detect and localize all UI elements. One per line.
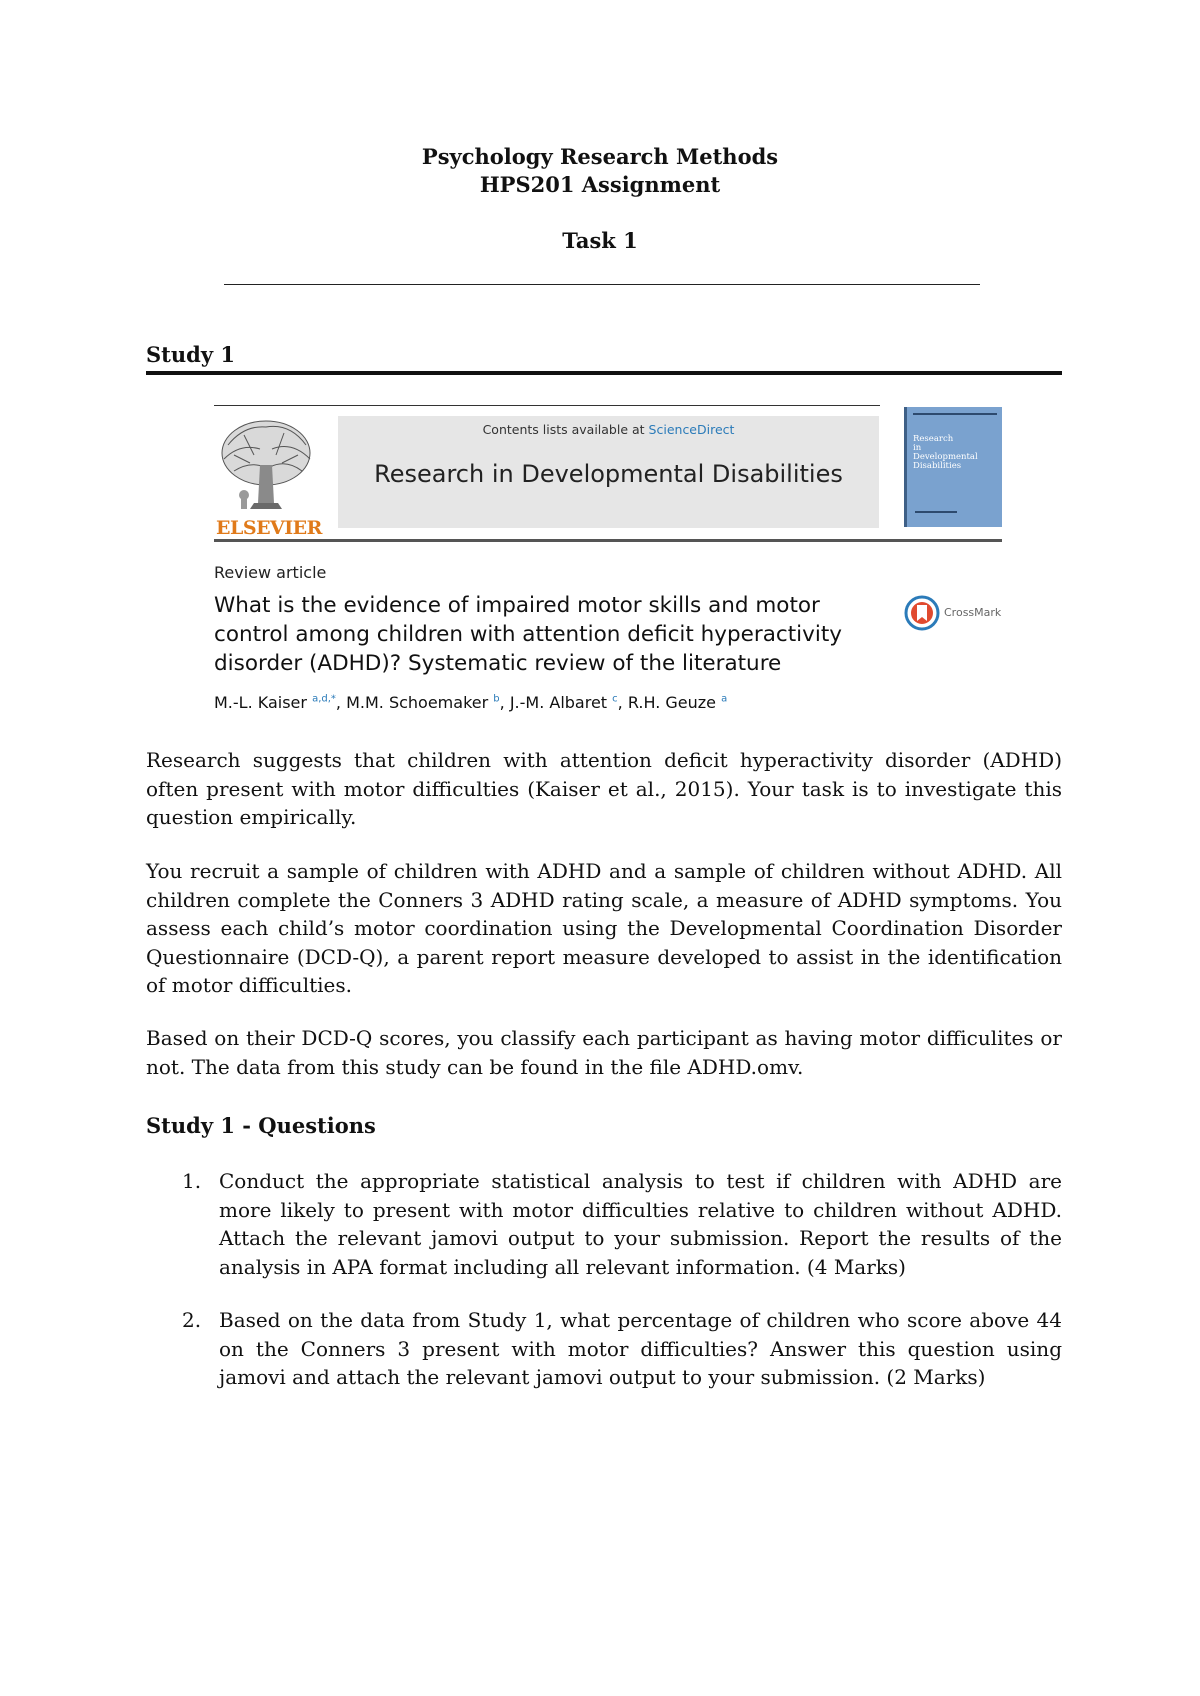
question-text: Based on the data from Study 1, what percentage of children who score above 44 on the Conners 3 present with motor difficulties? Answer this question using jamovi and attach the relevant jamovi output to your submission. (2 Marks) [219, 1308, 1062, 1389]
paragraph-method: You recruit a sample of children with ADHD and a sample of children without ADHD. All children complete the Conners 3 ADHD rating scale, a measure of ADHD symptoms. You assess each child’s motor coordination using the Developmental Coordination Disorder Questionnaire (DCD-Q), a parent report measure developed to assist in the identification of motor difficulties. [146, 859, 1062, 997]
article-top-rule [214, 405, 880, 406]
author-name: M.-L. Kaiser [214, 693, 307, 712]
article-title: What is the evidence of impaired motor skills and motor control among children with attention deficit hyperactivity disorder (ADHD)? Systematic review of the literature [214, 593, 842, 676]
article-type-label: Review article [214, 563, 327, 582]
question-number: 1. [182, 1169, 202, 1193]
header-divider [224, 284, 980, 285]
paragraph-data: Based on their DCD-Q scores, you classify each participant as having motor difficulites or not. The data from this study can be found in the file ADHD.omv. [146, 1026, 1062, 1079]
course-title: Psychology Research Methods [421, 144, 779, 169]
task-title: Task 1 [562, 228, 638, 253]
journal-title: Research in Developmental Disabilities [374, 460, 843, 488]
article-bottom-rule [214, 539, 1002, 542]
journal-cover [904, 407, 1002, 527]
author-affiliation[interactable]: a [721, 693, 728, 705]
cover-text: Research in Developmental Disabilities [913, 434, 978, 471]
contents-prefix: Contents lists available at [482, 422, 649, 437]
paragraph-intro: Research suggests that children with attention deficit hyperactivity disorder (ADHD) often present with motor difficulties (Kaiser et al., 2015). Your task is to investigate this question empirically. [146, 748, 1062, 829]
author-name: M.M. Schoemaker [346, 693, 489, 712]
questions-heading: Study 1 - Questions [146, 1113, 376, 1138]
assignment-title: HPS201 Assignment [479, 172, 721, 197]
author-name: J.-M. Albaret [509, 693, 608, 712]
article-header-image [214, 405, 1004, 713]
author-name: R.H. Geuze [627, 693, 717, 712]
study-heading: Study 1 [146, 342, 235, 367]
study-divider [146, 371, 1062, 375]
contents-line [338, 422, 879, 437]
author-affiliation[interactable]: c [612, 693, 618, 705]
question-text: Conduct the appropriate statistical analysis to test if children with ADHD are more likely to present with motor difficulties relative to children without ADHD. Attach the relevant jamovi output to your submission. Report the results of the analysis in APA format including all relevant information. (4 Marks) [219, 1169, 1062, 1279]
publisher-logo-text: ELSEVIER [216, 517, 322, 539]
tree-icon [214, 415, 318, 515]
author-affiliation[interactable]: a,d,* [312, 693, 336, 705]
publisher-logo [214, 415, 322, 539]
crossmark-icon [904, 595, 940, 631]
author-affiliation[interactable]: b [493, 693, 500, 705]
sciencedirect-link[interactable]: ScienceDirect [648, 422, 735, 437]
crossmark-label: CrossMark [944, 606, 1002, 619]
author-list: M.-L. Kaiser $^{a,d,*}$, M.M. Schoemaker $^b$, J.-M. Albaret $^c$, R.H. Geuze $^a$ [214, 693, 728, 712]
crossmark-badge[interactable] [904, 595, 1004, 631]
journal-banner [338, 416, 879, 528]
document-header [0, 143, 1200, 255]
question-number: 2. [182, 1308, 202, 1332]
